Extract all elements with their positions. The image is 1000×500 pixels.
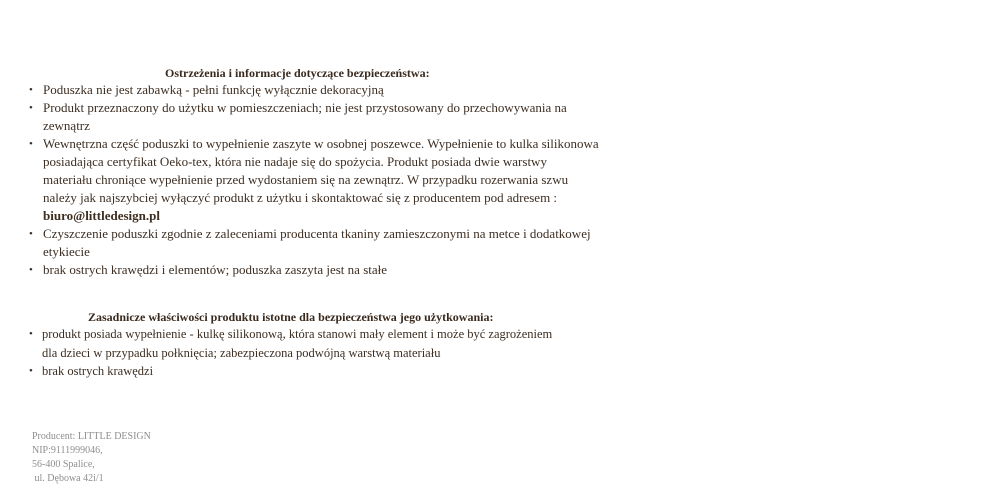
list-item <box>29 99 599 135</box>
list-item <box>29 135 599 225</box>
list-item-text: brak ostrych krawędzi <box>42 364 154 378</box>
safety-warnings-list <box>29 81 599 279</box>
safety-warnings-heading: Ostrzeżenia i informacje dotyczące bezpieczeństwa: <box>165 66 430 80</box>
list-item <box>29 261 599 279</box>
list-item-text: Poduszka nie jest zabawką - pełni funkcję wyłącznie dekoracyjną <box>43 82 384 97</box>
product-properties-list <box>29 325 569 381</box>
producer-street: ul. Dębowa 42i/1 <box>32 473 104 484</box>
list-item-text: produkt posiada wypełnienie - kulkę silikonową, która stanowi mały element i może być zagrożeniem dla dzieci w przypadku połknięcia; zabezpieczona podwójną warstwą materiału <box>42 327 553 360</box>
list-item <box>29 225 599 261</box>
list-item-text: Czyszczenie poduszki zgodnie z zaleceniami producenta tkaniny zamieszczonymi na metce i dodatkowej etykiecie <box>43 226 591 259</box>
contact-email: biuro@littledesign.pl <box>43 208 160 223</box>
producer-postal-city: 56-400 Spalice, <box>32 459 95 470</box>
producer-info <box>32 430 151 486</box>
list-item-text: Wewnętrzna część poduszki to wypełnienie zaszyte w osobnej poszewce. Wypełnienie to kulka silikonowa posiadająca certyfikat Oeko-tex, która nie nadaje się do spożycia. Produkt posiada dwie warstwy materiału chroniące wypełnienie przed wydostaniem się na zewnątrz. W przypadku rozerwania szwu należy jak najszybciej wyłączyć produkt z użytku i skontaktować się z producentem pod adresem : <box>43 136 599 205</box>
list-item <box>29 325 569 362</box>
list-item-text: brak ostrych krawędzi i elementów; poduszka zaszyta jest na stałe <box>43 262 388 277</box>
list-item-text: Produkt przeznaczony do użytku w pomieszczeniach; nie jest przystosowany do przechowywania na zewnątrz <box>43 100 567 133</box>
producer-nip: NIP:9111999046, <box>32 445 103 456</box>
producer-name: Producent: LITTLE DESIGN <box>32 431 151 442</box>
list-item <box>29 362 569 381</box>
list-item <box>29 81 599 99</box>
product-properties-heading: Zasadnicze właściwości produktu istotne dla bezpieczeństwa jego użytkowania: <box>88 310 494 324</box>
